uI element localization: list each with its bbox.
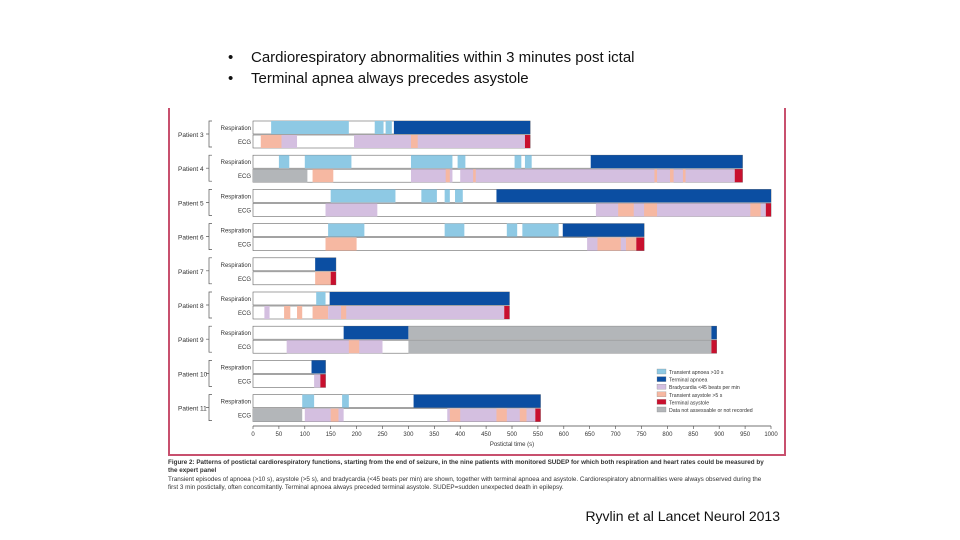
ecg-segment bbox=[297, 306, 302, 319]
figure-caption bbox=[168, 459, 768, 493]
ecg-segment bbox=[683, 169, 686, 182]
respiration-segment bbox=[522, 224, 558, 237]
ecg-segment bbox=[253, 409, 302, 422]
x-tick-label: 800 bbox=[662, 432, 673, 438]
patient-label: Patient 10 bbox=[178, 371, 208, 379]
legend-swatch bbox=[657, 377, 666, 382]
patient-label: Patient 8 bbox=[178, 303, 204, 310]
respiration-segment bbox=[414, 395, 541, 408]
bullet-item: • Terminal apnea always precedes asystole bbox=[228, 68, 635, 89]
ecg-track bbox=[253, 238, 644, 251]
respiration-segment bbox=[445, 189, 450, 202]
x-tick-label: 850 bbox=[688, 432, 699, 438]
patient-bracket bbox=[206, 155, 212, 181]
patient-label: Patient 9 bbox=[178, 337, 204, 345]
x-tick-label: 250 bbox=[377, 432, 388, 438]
x-tick-label: 400 bbox=[455, 432, 466, 438]
patient-label: Patient 5 bbox=[178, 200, 204, 208]
x-tick-label: 450 bbox=[481, 432, 492, 438]
ecg-segment bbox=[314, 374, 320, 387]
respiration-segment bbox=[421, 189, 437, 202]
patient-label: Patient 6 bbox=[178, 234, 204, 242]
respiration-row-label: Respiration bbox=[220, 297, 251, 303]
respiration-segment bbox=[302, 395, 314, 408]
ecg-segment bbox=[331, 409, 339, 422]
ecg-segment bbox=[349, 340, 359, 353]
legend-label: Data not assessable or not recorded bbox=[669, 408, 753, 414]
respiration-segment bbox=[386, 121, 392, 134]
ecg-segment bbox=[450, 409, 460, 422]
ecg-segment bbox=[328, 306, 504, 319]
ecg-segment bbox=[711, 340, 716, 353]
ecg-row-label: ECG bbox=[237, 242, 251, 249]
x-tick-label: 550 bbox=[532, 432, 543, 438]
respiration-segment bbox=[445, 224, 465, 237]
respiration-row-label: Respiration bbox=[220, 194, 251, 201]
ecg-segment bbox=[261, 135, 282, 148]
ecg-segment bbox=[618, 203, 634, 216]
legend-swatch bbox=[657, 399, 666, 404]
patient-bracket bbox=[206, 395, 212, 421]
x-tick-label: 1000 bbox=[764, 432, 778, 438]
ecg-segment bbox=[597, 238, 620, 251]
x-tick-label: 200 bbox=[351, 432, 362, 438]
ecg-segment bbox=[408, 340, 711, 353]
respiration-segment bbox=[342, 395, 349, 408]
ecg-segment bbox=[287, 340, 383, 353]
ecg-segment bbox=[253, 169, 307, 182]
ecg-row-label: ECG bbox=[237, 174, 251, 181]
ecg-segment bbox=[520, 409, 527, 422]
x-tick-label: 50 bbox=[275, 432, 283, 438]
ecg-segment bbox=[284, 306, 290, 319]
respiration-row-label: Respiration bbox=[220, 399, 251, 406]
respiration-segment bbox=[563, 224, 644, 237]
patient-label: Patient 11 bbox=[178, 405, 207, 413]
x-tick-label: 350 bbox=[429, 432, 440, 438]
ecg-segment bbox=[670, 169, 674, 182]
respiration-segment bbox=[408, 326, 711, 339]
ecg-segment bbox=[504, 306, 509, 319]
ecg-segment bbox=[535, 409, 540, 422]
legend-swatch bbox=[657, 392, 666, 397]
ecg-segment bbox=[281, 135, 297, 148]
ecg-segment bbox=[750, 203, 760, 216]
respiration-segment bbox=[711, 326, 716, 339]
respiration-row-label: Respiration bbox=[220, 331, 251, 338]
patient-bracket bbox=[206, 360, 212, 386]
respiration-segment bbox=[328, 224, 364, 237]
patient-bracket bbox=[206, 326, 212, 352]
respiration-row-label: Respiration bbox=[220, 160, 251, 167]
ecg-segment bbox=[264, 306, 269, 319]
patient-bracket bbox=[206, 121, 212, 147]
patient-bracket bbox=[206, 258, 212, 284]
x-tick-label: 650 bbox=[584, 432, 595, 438]
ecg-segment bbox=[525, 135, 530, 148]
patient-bracket bbox=[206, 292, 212, 318]
ecg-row-label: ECG bbox=[237, 345, 251, 352]
caption-title: Figure 2: Patterns of postictal cardiorespiratory functions, starting from the end of seizure, in the nine patients with monitored SUDEP for which both respiration and heart rates could be measured by the expert panel bbox=[168, 459, 764, 475]
respiration-segment bbox=[455, 189, 463, 202]
respiration-segment bbox=[525, 155, 532, 168]
ecg-segment bbox=[636, 238, 644, 251]
ecg-segment bbox=[315, 272, 331, 285]
ecg-row-label: ECG bbox=[237, 140, 251, 146]
respiration-segment bbox=[315, 258, 336, 271]
x-tick-label: 150 bbox=[325, 432, 336, 438]
ecg-row-label: ECG bbox=[237, 413, 251, 420]
patient-bracket bbox=[206, 189, 212, 215]
ecg-segment bbox=[313, 169, 334, 182]
legend-label: Transient apnoea >10 s bbox=[669, 370, 724, 376]
ecg-segment bbox=[735, 169, 743, 182]
ecg-segment bbox=[460, 169, 735, 182]
ecg-segment bbox=[644, 203, 657, 216]
ecg-segment bbox=[766, 203, 771, 216]
respiration-segment bbox=[458, 155, 466, 168]
ecg-segment bbox=[341, 306, 346, 319]
bullet-item: • Cardiorespiratory abnormalities within 3 minutes post ictal bbox=[228, 47, 635, 68]
respiration-segment bbox=[496, 189, 771, 202]
patient-label: Patient 3 bbox=[178, 132, 204, 139]
respiration-segment bbox=[331, 189, 396, 202]
respiration-segment bbox=[394, 121, 530, 134]
patient-label: Patient 4 bbox=[178, 166, 204, 174]
ecg-row-label: ECG bbox=[237, 379, 251, 386]
respiration-segment bbox=[305, 155, 352, 168]
legend-label: Bradycardia <45 beats per min bbox=[669, 385, 740, 392]
ecg-row-label: ECG bbox=[237, 311, 251, 317]
ecg-segment bbox=[354, 135, 525, 148]
legend-swatch bbox=[657, 407, 666, 412]
ecg-segment bbox=[496, 409, 506, 422]
ecg-row-label: ECG bbox=[237, 276, 251, 283]
x-tick-label: 700 bbox=[610, 432, 621, 438]
respiration-row-label: Respiration bbox=[220, 365, 251, 372]
x-tick-label: 900 bbox=[714, 432, 725, 438]
x-tick-label: 600 bbox=[558, 432, 569, 438]
ecg-segment bbox=[331, 272, 336, 285]
respiration-segment bbox=[515, 155, 522, 168]
respiration-row-label: Respiration bbox=[220, 126, 251, 132]
respiration-segment bbox=[344, 326, 409, 339]
legend-swatch bbox=[657, 369, 666, 374]
respiration-segment bbox=[375, 121, 384, 134]
respiration-row-label: Respiration bbox=[220, 228, 251, 235]
legend-label: Terminal apnoea bbox=[669, 377, 708, 384]
patient-bracket bbox=[206, 224, 212, 250]
ecg-segment bbox=[654, 169, 657, 182]
ecg-segment bbox=[473, 169, 476, 182]
ecg-segment bbox=[326, 238, 357, 251]
patient-label: Patient 7 bbox=[178, 268, 204, 276]
x-tick-label: 100 bbox=[299, 432, 310, 438]
x-tick-label: 0 bbox=[251, 432, 255, 438]
respiration-row-label: Respiration bbox=[220, 262, 251, 269]
respiration-segment bbox=[591, 155, 743, 168]
legend-label: Terminal asystole bbox=[669, 400, 710, 407]
x-tick-label: 500 bbox=[506, 432, 518, 438]
respiration-segment bbox=[507, 224, 517, 237]
x-tick-label: 750 bbox=[636, 432, 647, 438]
x-axis-title: Postictal time (s) bbox=[489, 442, 535, 448]
legend-label: Transient asystole >5 s bbox=[669, 392, 723, 399]
respiration-segment bbox=[316, 292, 325, 305]
respiration-segment bbox=[271, 121, 349, 134]
respiration-segment bbox=[279, 155, 289, 168]
ecg-segment bbox=[446, 169, 450, 182]
ecg-row-label: ECG bbox=[237, 208, 251, 215]
caption-text: Transient episodes of apnoea (>10 s), asystole (>5 s), and bradycardia (<45 beats per min) are shown, together with terminal apnoea and asystole. Cardiorespiratory abnormalities were always observed during the first 3 min postictally, often concomitantly. Terminal apnoea always preceded terminal asystole. SUDEP=sudden unexpected death in epilepsy. bbox=[168, 475, 762, 492]
legend-swatch bbox=[657, 384, 666, 389]
x-tick-label: 300 bbox=[403, 432, 414, 438]
ecg-segment bbox=[320, 374, 325, 387]
x-tick-label: 950 bbox=[740, 432, 751, 438]
ecg-segment bbox=[411, 135, 418, 148]
respiration-segment bbox=[330, 292, 510, 305]
respiration-segment bbox=[411, 155, 452, 168]
ecg-segment bbox=[313, 306, 329, 319]
ecg-segment bbox=[626, 238, 636, 251]
respiration-segment bbox=[312, 360, 326, 373]
citation: Ryvlin et al Lancet Neurol 2013 bbox=[585, 508, 780, 524]
ecg-segment bbox=[326, 203, 378, 216]
